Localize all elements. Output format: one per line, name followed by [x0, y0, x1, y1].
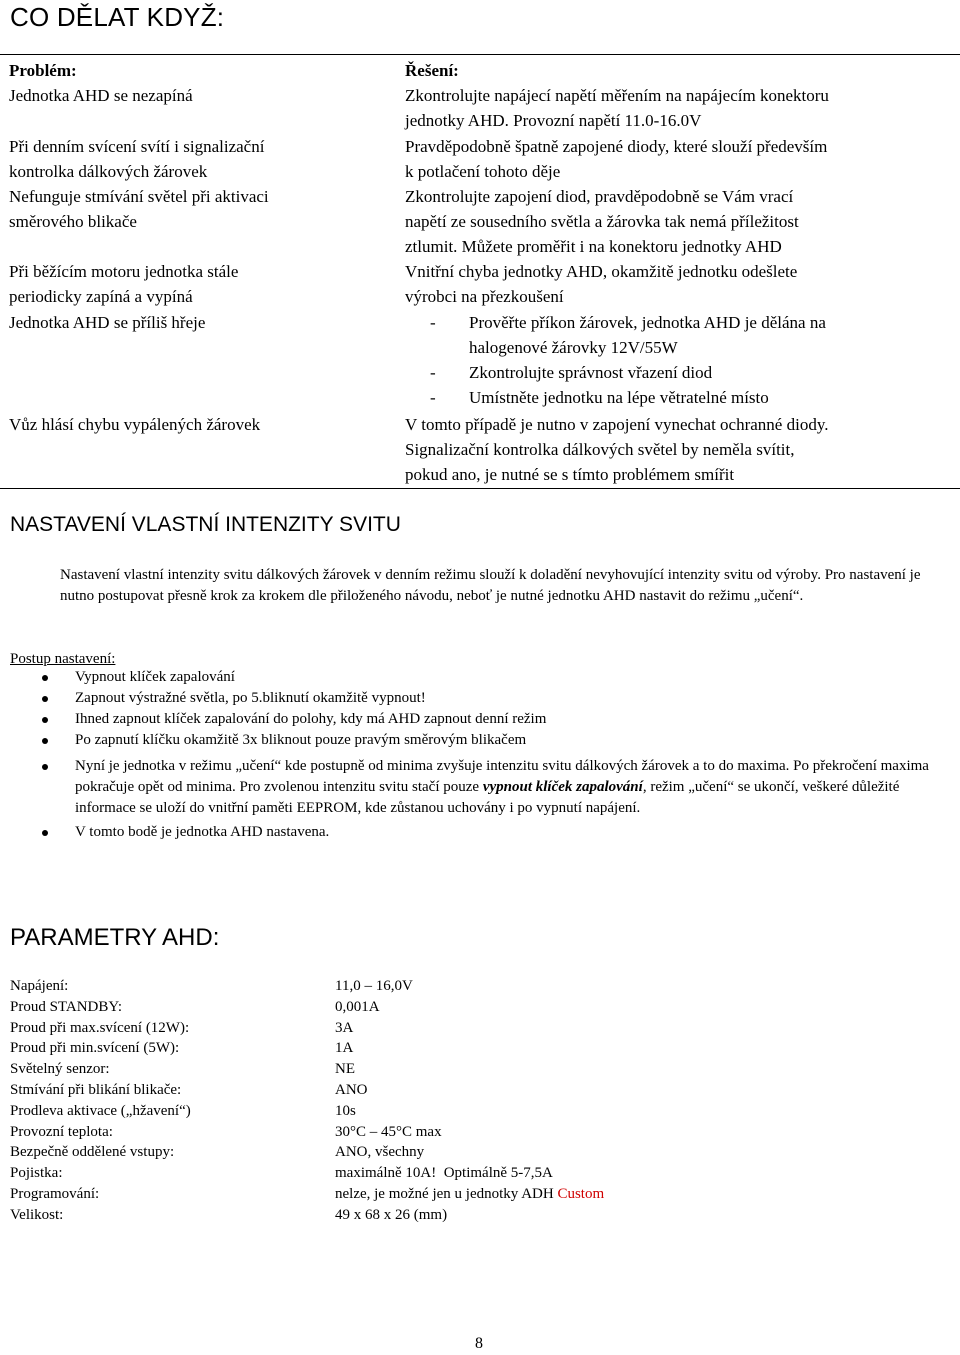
- solution-line: Zkontrolujte napájecí napětí měřením na napájecím konektoru: [405, 86, 829, 105]
- step-text: V tomto bodě je jednotka AHD nastavena.: [75, 824, 330, 840]
- list-item: [10, 667, 952, 688]
- param-label: Stmívání při blikání blikače:: [10, 1081, 182, 1098]
- param-row: [10, 997, 604, 1018]
- bullet-icon: [42, 717, 48, 723]
- list-item: [10, 822, 952, 843]
- bullet-icon: [42, 696, 48, 702]
- param-row: [10, 1018, 604, 1039]
- param-label: Pojistka:: [10, 1165, 63, 1182]
- solution-line: Vnitřní chyba jednotky AHD, okamžitě jednotku odešlete: [405, 262, 798, 281]
- section-title-params: PARAMETRY AHD:: [10, 924, 220, 951]
- dash-text: [469, 310, 957, 360]
- step-text: Ihned zapnout klíček zapalování do polohy, kdy má AHD zapnout denní režim: [75, 711, 547, 727]
- param-label: Proud STANDBY:: [10, 998, 123, 1015]
- problem-cell: [9, 310, 389, 335]
- param-row: [10, 1142, 604, 1163]
- param-label: Napájení:: [10, 978, 69, 994]
- solution-line: V tomto případě je nutno v zapojení vynechat ochranné diody.: [405, 415, 829, 434]
- header-solution: Řešení:: [405, 61, 459, 80]
- problem-line: Nefunguje stmívání světel při aktivaci: [9, 187, 269, 206]
- solution-line: Zkontrolujte správnost vřazení diod: [469, 363, 713, 382]
- solution-dash-item: [405, 360, 957, 385]
- bullet-icon: [42, 675, 48, 681]
- param-row: [10, 1080, 604, 1101]
- param-row: [10, 1101, 604, 1122]
- param-value: [335, 1184, 604, 1205]
- param-label: Světelný senzor:: [10, 1061, 110, 1078]
- paragraph-text: Nastavení vlastní intenzity svitu dálkových žárovek v denním režimu slouží k doladění nevyhovující intenzity svitu od výroby. Pro nastavení je nutno postupovat přesně krok za krokem dle přiloženého návodu, neboť je nutné jednotku AHD nastavit do režimu „učení“.: [60, 567, 921, 604]
- solution-line: Zkontrolujte zapojení diod, pravděpodobně se Vám vrací: [405, 187, 794, 206]
- solution-line: Pravděpodobně špatně zapojené diody, které slouží především: [405, 137, 828, 156]
- param-label: Programování:: [10, 1185, 100, 1202]
- problem-line: Jednotka AHD se nezapíná: [9, 86, 193, 105]
- problem-line: Při běžícím motoru jednotka stále: [9, 262, 239, 281]
- page-number: 8: [475, 1335, 483, 1352]
- problem-line: Při denním svícení svítí i signalizační: [9, 137, 265, 156]
- param-value-highlight: Custom: [557, 1185, 605, 1202]
- intensity-paragraph: [10, 565, 952, 607]
- solution-line: halogenové žárovky 12V/55W: [469, 338, 678, 357]
- param-row: [10, 1163, 604, 1184]
- problem-cell: [9, 184, 389, 234]
- param-row: [10, 1205, 604, 1226]
- param-label: Prodleva aktivace („hžavení“): [10, 1102, 191, 1119]
- param-row: [10, 976, 604, 997]
- param-value: maximálně 10A! Optimálně 5-7,5A: [335, 1165, 553, 1182]
- problem-line: periodicky zapíná a vypíná: [9, 287, 193, 306]
- solution-line: ztlumit. Můžete proměřit i na konektoru jednotky AHD: [405, 237, 782, 256]
- bullet-icon: [42, 830, 48, 836]
- list-item: [10, 688, 952, 709]
- troubleshooting-table: [0, 54, 960, 489]
- param-row: [10, 1184, 604, 1205]
- solution-line: výrobci na přezkoušení: [405, 287, 564, 306]
- problem-line: Jednotka AHD se příliš hřeje: [9, 313, 206, 332]
- problem-cell: [9, 83, 389, 108]
- problem-line: směrového blikače: [9, 212, 137, 231]
- param-value: 30°C – 45°C max: [335, 1123, 442, 1140]
- list-item: [10, 756, 952, 819]
- param-value: 11,0 – 16,0V: [335, 978, 413, 994]
- dash-marker: -: [430, 363, 436, 382]
- page-heading: CO DĚLAT KDYŽ:: [10, 2, 225, 32]
- solution-cell: [405, 310, 957, 410]
- solution-line: Prověřte příkon žárovek, jednotka AHD je dělána na: [469, 313, 826, 332]
- param-value: ANO, všechny: [335, 1144, 425, 1161]
- solution-cell: [405, 412, 957, 487]
- solution-cell: [405, 134, 957, 184]
- solution-line: napětí ze sousedního světla a žárovka tak nemá příležitost: [405, 212, 799, 231]
- bullet-icon: [42, 764, 48, 770]
- param-row: [10, 1122, 604, 1143]
- procedure-steps: [10, 667, 952, 843]
- step-text: Nyní je jednotka v režimu „učení“ kde postupně od minima zvyšuje intenzitu svitu dálkových žárovek a to do maxima. Po překročení maxima pokračuje opět od minima. Pro zvolenou intenzitu svitu stačí pouze: [75, 758, 929, 795]
- section-title-intensity: NASTAVENÍ VLASTNÍ INTENZITY SVITU: [10, 513, 401, 536]
- param-label: Provozní teplota:: [10, 1123, 113, 1140]
- solution-cell: [405, 184, 957, 259]
- dash-marker: -: [430, 388, 436, 407]
- problem-line: Vůz hlásí chybu vypálených žárovek: [9, 415, 261, 434]
- problem-cell: [9, 412, 389, 437]
- param-value: NE: [335, 1061, 355, 1078]
- dash-marker: -: [430, 313, 436, 332]
- header-problem: Problém:: [9, 61, 77, 80]
- dash-text: [469, 360, 957, 385]
- procedure-title: Postup nastavení:: [10, 651, 116, 667]
- problem-cell: [9, 134, 389, 184]
- solution-line: pokud ano, je nutné se s tímto problémem smířit: [405, 465, 735, 484]
- param-value-text: nelze, je možné jen u jednotky ADH: [335, 1185, 558, 1202]
- parameters-list: [10, 976, 604, 1226]
- bullet-icon: [42, 738, 48, 744]
- solution-line: jednotky AHD. Provozní napětí 11.0-16.0V: [405, 111, 702, 130]
- step-text: Zapnout výstražné světla, po 5.bliknutí okamžitě vypnout!: [75, 690, 426, 706]
- param-label: Bezpečně oddělené vstupy:: [10, 1144, 175, 1161]
- param-row: [10, 1059, 604, 1080]
- param-row: [10, 1038, 604, 1059]
- solution-cell: [405, 259, 957, 309]
- param-value: ANO: [335, 1081, 368, 1098]
- solution-cell: [405, 83, 957, 133]
- solution-line: Umístněte jednotku na lépe větratelné místo: [469, 388, 769, 407]
- param-value: 0,001A: [335, 998, 380, 1015]
- list-item: [10, 709, 952, 730]
- list-item: [10, 730, 952, 751]
- problem-cell: [9, 259, 389, 309]
- solution-dash-item: [405, 310, 957, 360]
- param-value: 49 x 68 x 26 (mm): [335, 1206, 448, 1223]
- step-emphasis: vypnout klíček zapalování: [482, 779, 643, 795]
- solution-dash-item: [405, 385, 957, 410]
- solution-line: Signalizační kontrolka dálkových světel by neměla svítit,: [405, 440, 795, 459]
- param-label: Velikost:: [10, 1206, 64, 1223]
- step-text: Vypnout klíček zapalování: [75, 669, 235, 685]
- solution-line: k potlačení tohoto děje: [405, 162, 561, 181]
- step-text: Po zapnutí klíčku okamžitě 3x bliknout pouze pravým směrovým blikačem: [75, 732, 527, 748]
- param-value: 3A: [335, 1019, 354, 1036]
- param-value: 1A: [335, 1040, 354, 1057]
- param-label: Proud při max.svícení (12W):: [10, 1019, 190, 1036]
- param-label: Proud při min.svícení (5W):: [10, 1040, 180, 1057]
- param-value: 10s: [335, 1102, 356, 1119]
- step-text: , režim „učení“ se ukončí, veškeré důležité informace se uloží do vnitřní paměti EEPROM, kde zůstanou uchovány i po vypnutí napájení.: [75, 779, 900, 816]
- problem-line: kontrolka dálkových žárovek: [9, 162, 208, 181]
- dash-text: [469, 385, 957, 410]
